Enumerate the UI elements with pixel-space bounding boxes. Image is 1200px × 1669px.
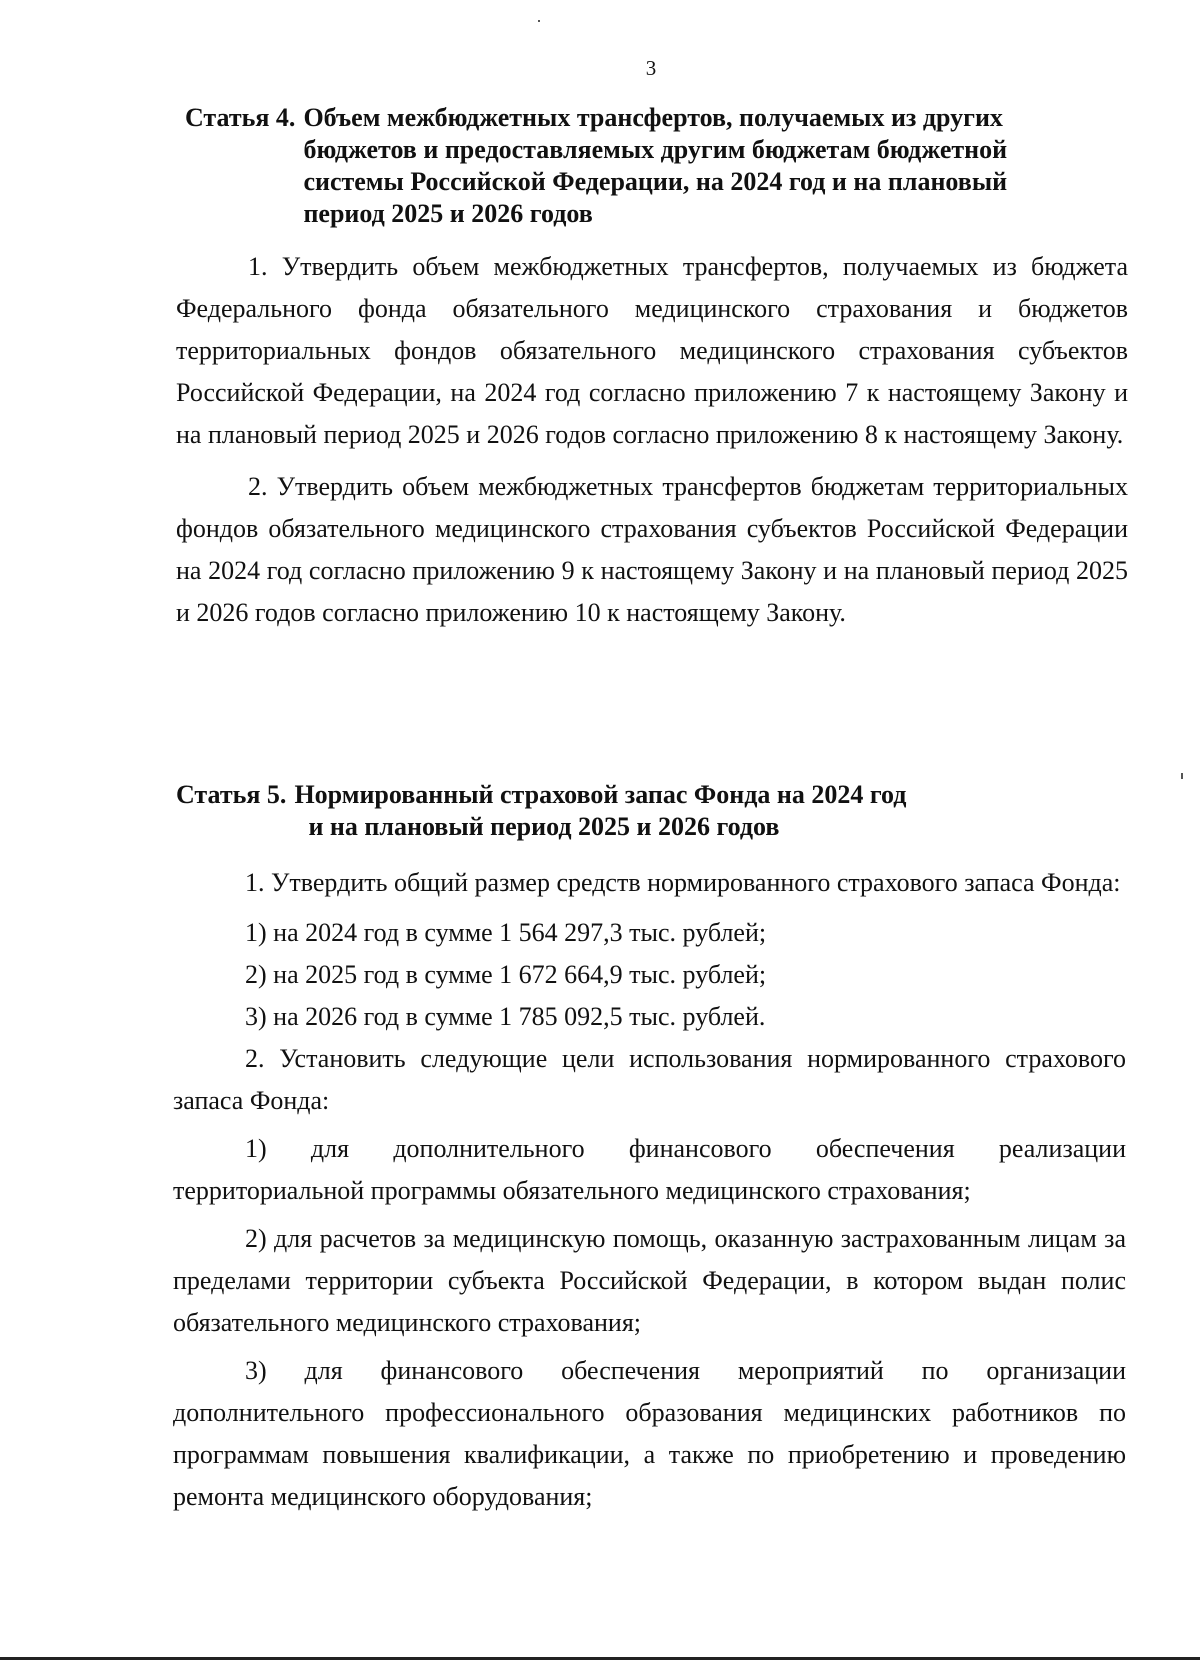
- amount-2025: 2) на 2025 год в сумме 1 672 664,9 тыс. рублей;: [245, 960, 767, 989]
- article-5-title-line-1: Нормированный страховой запас Фонда на 2024 год: [294, 780, 907, 809]
- article-4: [185, 102, 1065, 230]
- scan-bottom-edge: [0, 1657, 1200, 1660]
- article-4-heading: [185, 102, 1065, 230]
- article-4-body: [176, 246, 1128, 634]
- page-number: 3: [645, 56, 657, 80]
- article-5-heading-block: [176, 779, 1076, 843]
- purpose-3: 3) для финансового обеспечения мероприятий по организации дополнительного профессионального образования медицинских работников по программам повышения квалификации, а также по приобретению и проведению ремонта медицинского оборудования;: [173, 1356, 1126, 1511]
- article-4-paragraph-2: 2. Утвердить объем межбюджетных трансфертов бюджетам территориальных фондов обязательного медицинского страхования субъектов Российской Федерации на 2024 год согласно приложению 9 к настоящему Закону и на плановый период 2025 и 2026 годов согласно приложению 10 к настоящему Закону.: [176, 472, 1128, 627]
- article-5-title: [294, 779, 1076, 843]
- scan-speck: [1181, 773, 1183, 779]
- purpose-2: 2) для расчетов за медицинскую помощь, оказанную застрахованным лицам за пределами территории субъекта Российской Федерации, в котором выдан полис обязательного медицинского страхования;: [173, 1224, 1126, 1337]
- article-4-title: Объем межбюджетных трансфертов, получаемых из других бюджетов и предоставляемых другим бюджетам бюджетной системы Российской Федерации, на 2024 год и на плановый период 2025 и 2026 годов: [303, 103, 1008, 228]
- article-5-body: [173, 862, 1126, 1518]
- article-5-paragraph-1: 1. Утвердить общий размер средств нормированного страхового запаса Фонда:: [245, 868, 1121, 897]
- article-4-paragraph-1: 1. Утвердить объем межбюджетных трансфертов, получаемых из бюджета Федерального фонда обязательного медицинского страхования и бюджетов территориальных фондов обязательного медицинского страхования субъектов Российской Федерации, на 2024 год согласно приложению 7 к настоящему Закону и на плановый период 2025 и 2026 годов согласно приложению 8 к настоящему Закону.: [176, 252, 1128, 449]
- scan-speck: [538, 20, 540, 22]
- amount-2024: 1) на 2024 год в сумме 1 564 297,3 тыс. рублей;: [245, 918, 767, 947]
- purpose-1: 1) для дополнительного финансового обеспечения реализации территориальной программы обязательного медицинского страхования;: [173, 1134, 1126, 1205]
- article-5-label: Статья 5.: [176, 780, 287, 809]
- amount-2026: 3) на 2026 год в сумме 1 785 092,5 тыс. рублей.: [245, 1002, 766, 1031]
- article-5-title-line-2: и на плановый период 2025 и 2026 годов: [308, 812, 780, 841]
- article-5-paragraph-2: 2. Установить следующие цели использования нормированного страхового запаса Фонда:: [173, 1044, 1126, 1115]
- article-4-label: Статья 4.: [185, 103, 296, 132]
- article-5-heading: [176, 779, 1076, 843]
